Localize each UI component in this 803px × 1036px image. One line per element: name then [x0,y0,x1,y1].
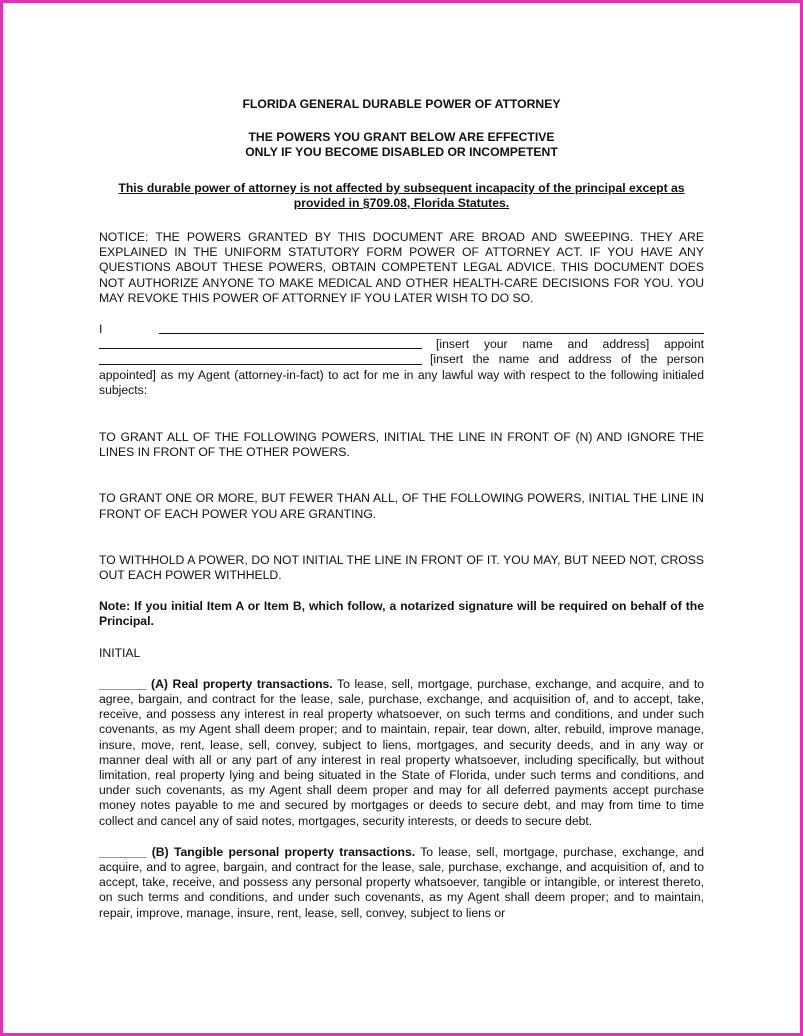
appointed-paragraph: appointed] as my Agent (attorney-in-fact) to act for me in any lawful way with respect to the following initialed subjects: [99,367,704,397]
insert-name-text: [insert your name and address] appoint [436,337,704,352]
item-a-initial-blank[interactable]: _______ [99,676,147,691]
item-a-heading: (A) Real property transactions. [151,676,333,691]
durable-note: This durable power of attorney is not affected by subsequent incapacity of the principal except as provided in §709.08, Florida Statutes. [118,180,685,210]
document-title: FLORIDA GENERAL DURABLE POWER OF ATTORNEY [242,97,561,111]
subtitle-line-2: ONLY IF YOU BECOME DISABLED OR INCOMPETENT [245,145,558,160]
item-a-body: To lease, sell, mortgage, purchase, exchange, and acquire, and to agree, bargain, and contract for the lease, sale, purchase, exchange, and acquisition of, and to accept, take, receive, and possess any interest in real property whatsoever, on such terms and conditions, and under such covenants, as my Agent shall deem proper; and to maintain, repair, tear down, alter, rebuild, improve manage, insure, move, rent, lease, sell, convey, subject to liens, mortgages, and security deeds, and in any way or manner deal with all or any part of any interest in real property whatsoever, including specifically, but without limitation, real property lying and being situated in the State of Florida, under such terms and conditions, and under such covenants, as my Agent shall deem proper and may for all deferred payments accept purchase money notes payable to me and secured by mortgages or deeds to secure debt, and may from time to time collect and cancel any of said notes, mortgages, security interests, or deeds to secure debt. [99,676,704,828]
appoint-row [99,337,704,352]
item-b-initial-blank[interactable]: _______ [99,844,147,859]
principal-name-line[interactable] [159,322,704,334]
insert-agent-text: [insert the name and address of the person [430,352,704,367]
grant-all-paragraph: TO GRANT ALL OF THE FOLLOWING POWERS, INITIAL THE LINE IN FRONT OF (N) AND IGNORE THE LINES IN FRONT OF THE OTHER POWERS. [99,430,704,460]
document-subtitle [99,130,704,160]
principal-address-line[interactable] [99,337,422,349]
agent-name-line[interactable] [99,353,422,365]
document-page [99,97,704,937]
notice-paragraph: NOTICE: THE POWERS GRANTED BY THIS DOCUMENT ARE BROAD AND SWEEPING. THEY ARE EXPLAINED IN THE UNIFORM STATUTORY FORM POWER OF ATTORNEY ACT. IF YOU HAVE ANY QUESTIONS ABOUT THESE POWERS, OBTAIN COMPETENT LEGAL ADVICE. THIS DOCUMENT DOES NOT AUTHORIZE ANYONE TO MAKE MEDICAL AND OTHER HEALTH-CARE DECISIONS FOR YOU. YOU MAY REVOKE THIS POWER OF ATTORNEY IF YOU LATER WISH TO DO SO. [99,230,704,305]
notarized-note: Note: If you initial Item A or Item B, which follow, a notarized signature will be required on behalf of the Principal. [99,599,704,629]
principal-name-row [99,322,704,337]
i-label: I [99,322,103,337]
subtitle-line-1: THE POWERS YOU GRANT BELOW ARE EFFECTIVE [248,130,555,145]
item-b [99,845,704,921]
agent-row [99,352,704,367]
initial-label: INITIAL [99,645,141,660]
item-b-heading: (B) Tangible personal property transactions. [151,844,416,859]
grant-some-paragraph: TO GRANT ONE OR MORE, BUT FEWER THAN ALL, OF THE FOLLOWING POWERS, INITIAL THE LINE IN FRONT OF EACH POWER YOU ARE GRANTING. [99,491,704,521]
item-a [99,677,704,829]
item-b-body: To lease, sell, mortgage, purchase, exchange, and acquire, and to agree, bargain, and contract for the lease, sale, purchase, exchange, and acquisition of, and to accept, take, receive, and possess any personal property whatsoever, tangible or intangible, or interest thereto, on such terms and conditions, and under such covenants, as my Agent shall deem proper; and to maintain, repair, improve, manage, insure, rent, lease, sell, convey, subject to liens or [99,844,704,920]
withhold-paragraph: TO WITHHOLD A POWER, DO NOT INITIAL THE LINE IN FRONT OF IT. YOU MAY, BUT NEED NOT, CROSS OUT EACH POWER WITHHELD. [99,552,704,583]
